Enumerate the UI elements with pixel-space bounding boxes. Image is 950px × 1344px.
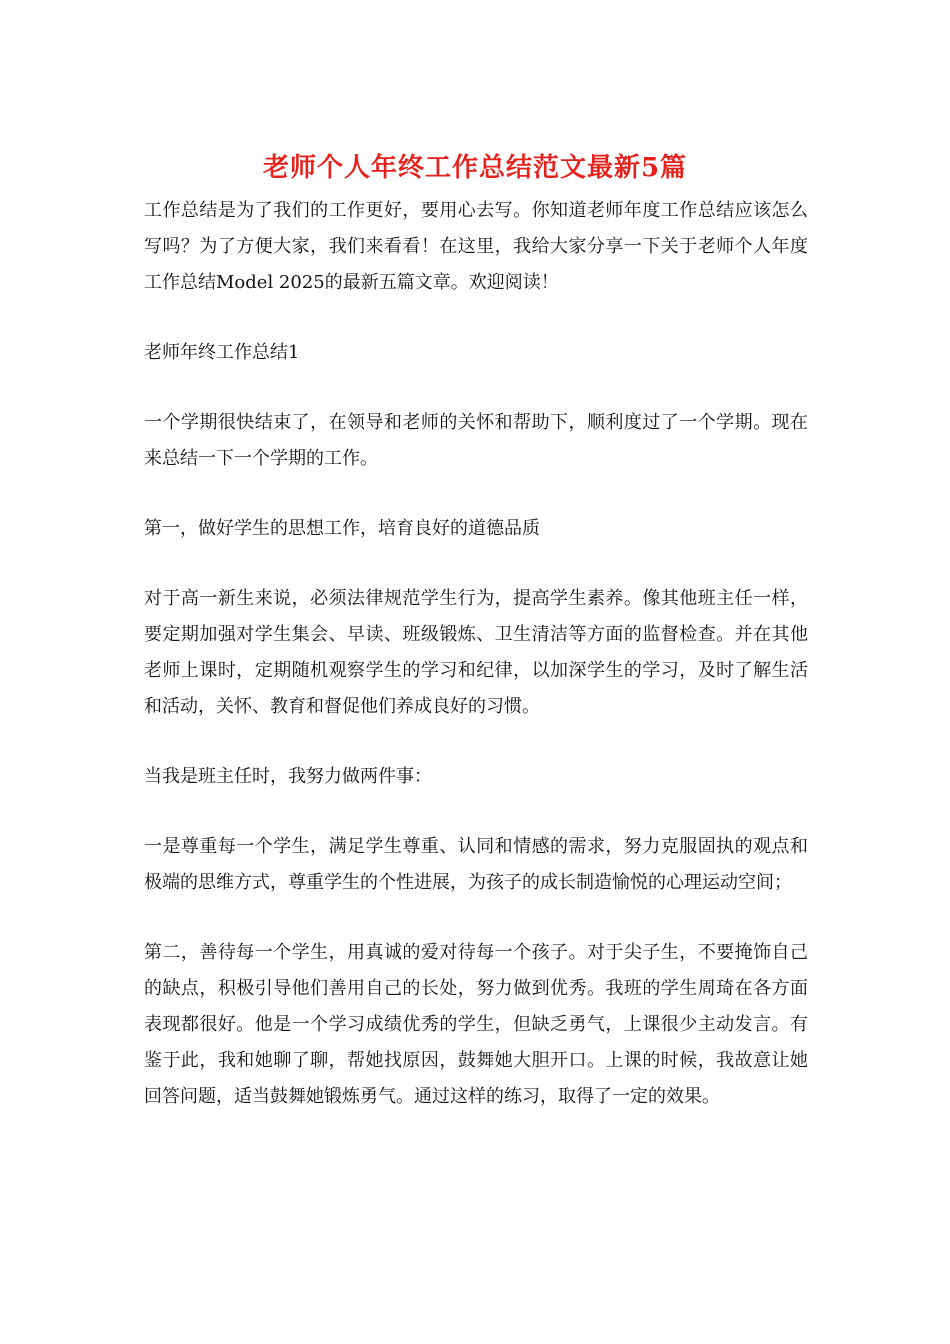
body-paragraph: 对于高一新生来说，必须法律规范学生行为，提高学生素养。像其他班主任一样，要定期加强对学生集会、早读、班级锻炼、卫生清洁等方面的监督检查。并在其他老师上课时，定期随机观察学生的学习和纪律，以加深学生的学习，及时了解生活和活动，关怀、教育和督促他们养成良好的习惯。: [144, 588, 808, 717]
document-title: 老师个人年终工作总结范文最新5篇: [262, 153, 688, 183]
intro-paragraph: 工作总结是为了我们的工作更好，要用心去写。你知道老师年度工作总结应该怎么写吗？为了方便大家，我们来看看！在这里，我给大家分享一下关于老师个人年度工作总结Model 2025的最新五篇文章。欢迎阅读！: [144, 200, 808, 293]
document-body: [144, 193, 808, 1149]
body-paragraph: 第一，做好学生的思想工作，培育良好的道德品质: [144, 518, 540, 539]
section-heading: 老师年终工作总结1: [144, 342, 300, 363]
body-paragraph: 一个学期很快结束了，在领导和老师的关怀和帮助下，顺利度过了一个学期。现在来总结一下一个学期的工作。: [144, 412, 808, 469]
body-paragraph: 当我是班主任时，我努力做两件事：: [144, 766, 432, 787]
body-paragraph: 一是尊重每一个学生，满足学生尊重、认同和情感的需求，努力克服固执的观点和极端的思维方式，尊重学生的个性进展，为孩子的成长制造愉悦的心理运动空间；: [144, 836, 808, 893]
body-paragraph: 第二，善待每一个学生，用真诚的爱对待每一个孩子。对于尖子生，不要掩饰自己的缺点，积极引导他们善用自己的长处，努力做到优秀。我班的学生周琦在各方面表现都很好。他是一个学习成绩优秀的学生，但缺乏勇气，上课很少主动发言。有鉴于此，我和她聊了聊，帮她找原因，鼓舞她大胆开口。上课的时候，我故意让她回答问题，适当鼓舞她锻炼勇气。通过这样的练习，取得了一定的效果。: [144, 942, 808, 1107]
